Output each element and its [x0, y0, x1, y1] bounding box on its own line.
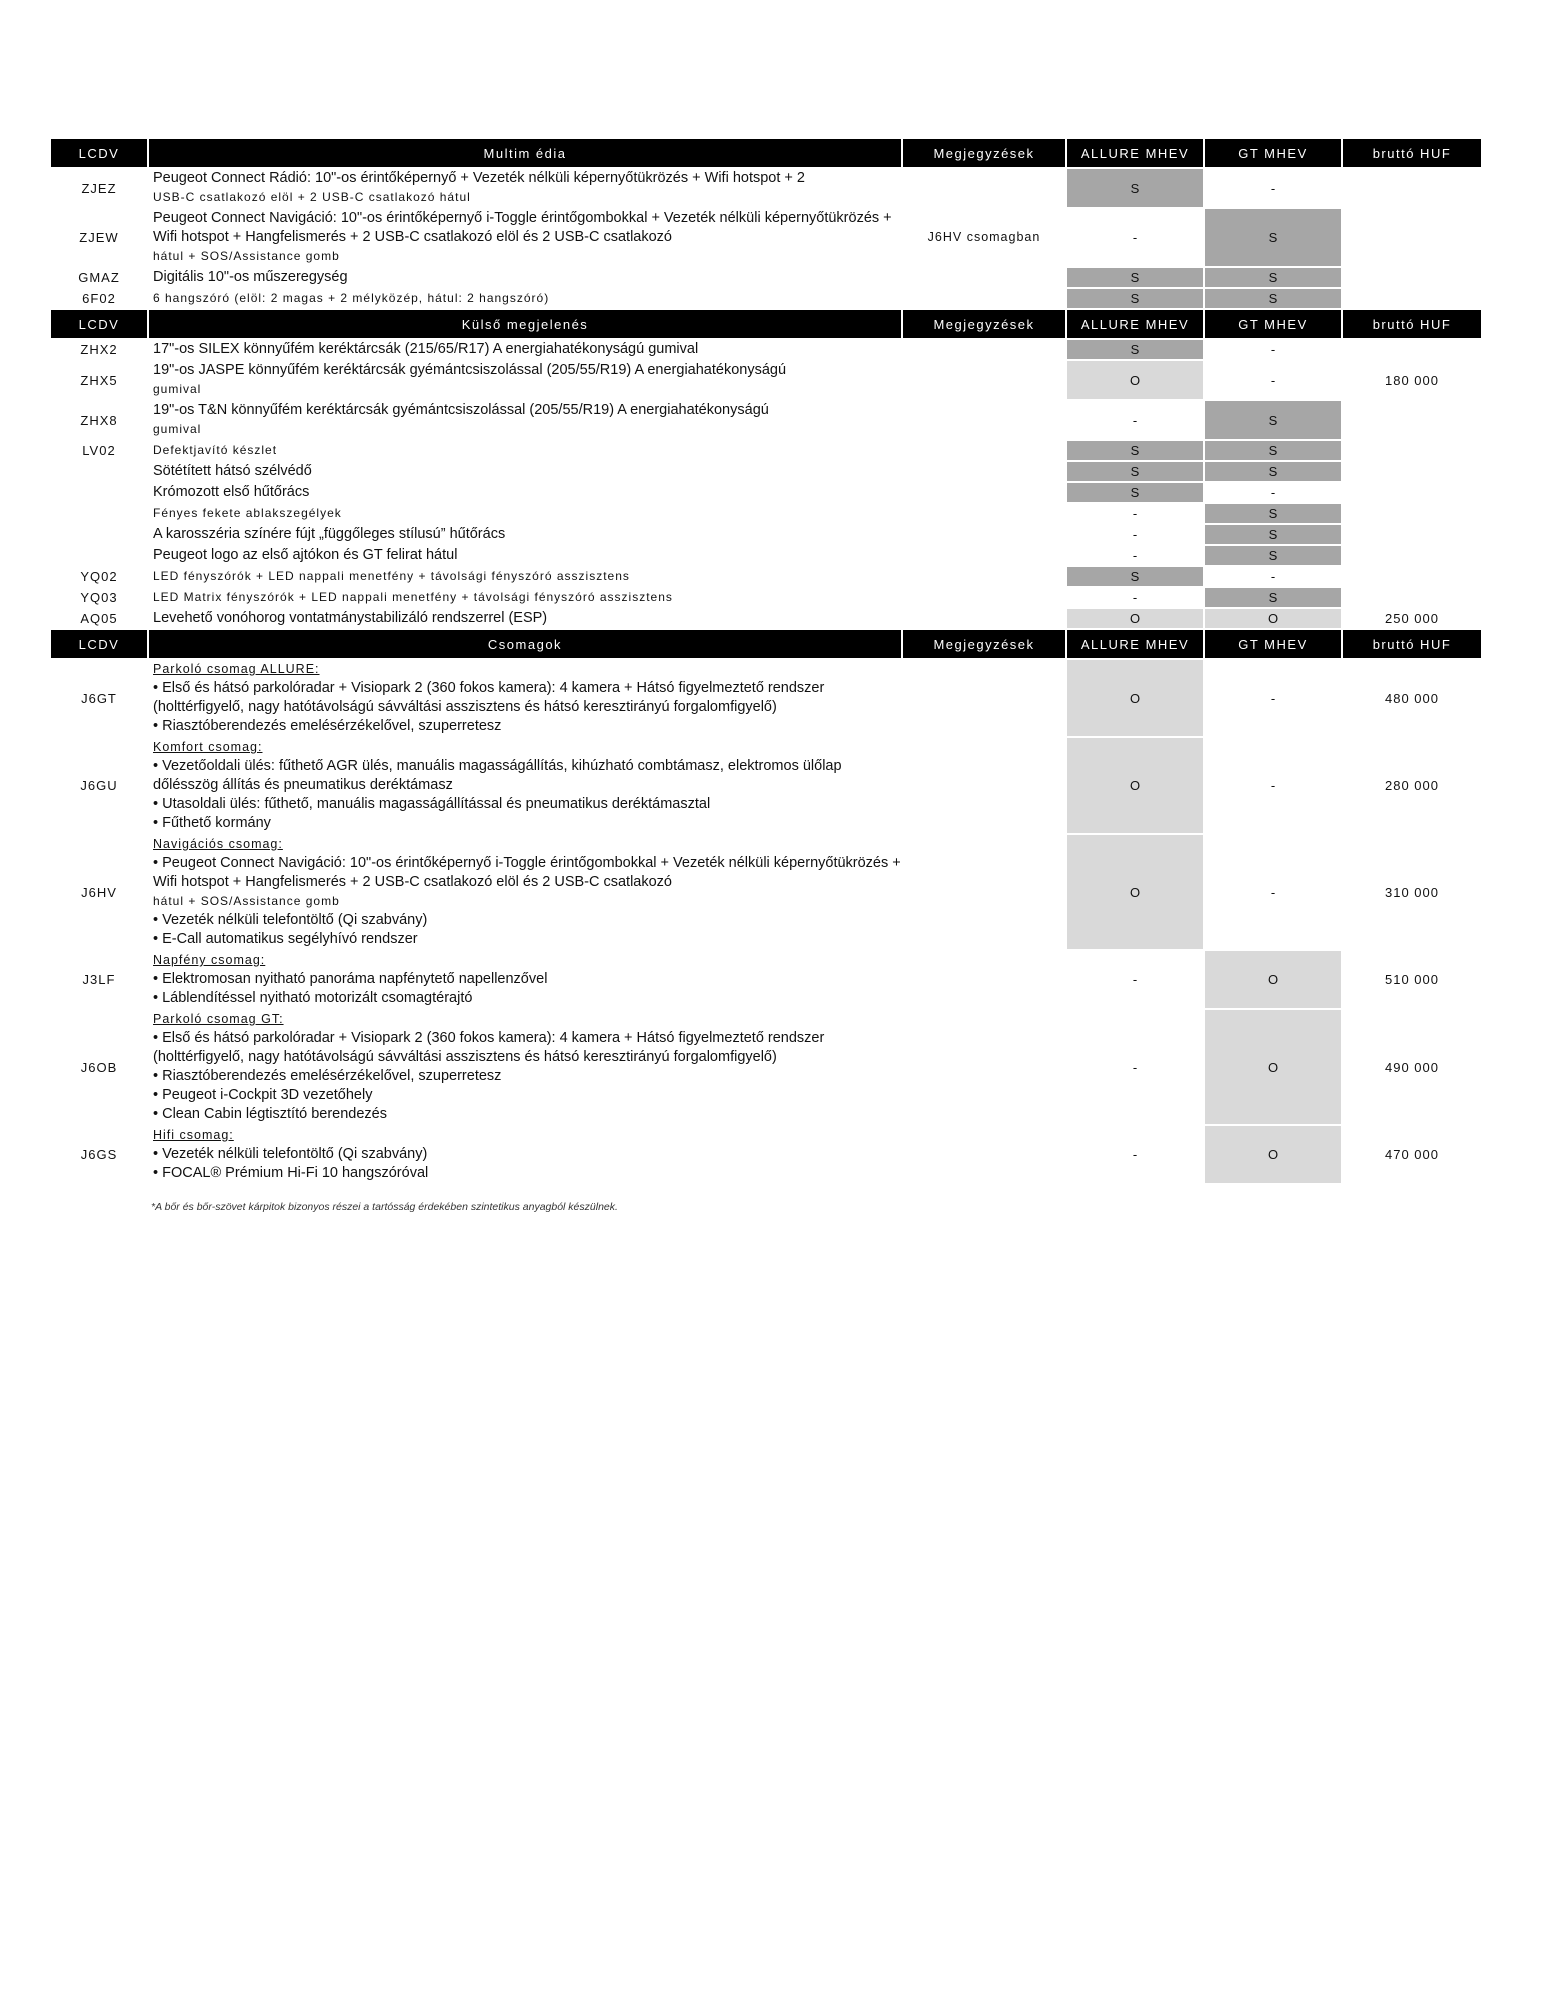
package-item: • Elektromosan nyitható panoráma napfénytető napellenzővel	[153, 971, 548, 987]
gt-availability: O	[1205, 609, 1341, 628]
option-code	[51, 462, 147, 481]
package-code: J6GT	[81, 690, 117, 706]
description-text: 19"-os JASPE könnyűfém keréktárcsák gyémántcsiszolással (205/55/R19) A energiahatékonyságú	[153, 362, 787, 378]
header-code: LCDV	[51, 310, 147, 338]
header-allure: ALLURE MHEV	[1067, 630, 1203, 658]
allure-availability: -	[1132, 527, 1138, 542]
gt-availability: S	[1205, 401, 1341, 439]
package-row	[51, 1010, 1481, 1124]
header-price: bruttó HUF	[1343, 630, 1481, 658]
table-row	[51, 209, 1481, 266]
allure-availability: S	[1067, 567, 1203, 586]
option-price	[1343, 169, 1481, 207]
option-price	[1343, 289, 1481, 308]
package-item: • Riasztóberendezés emelésérzékelővel, szuperretesz	[153, 1068, 502, 1084]
option-note	[903, 401, 1065, 439]
footnote: *A bőr és bőr-szövet kárpitok bizonyos részei a tartósság érdekében szintetikus anyagból készülnek.	[151, 1201, 618, 1213]
package-code: J6GS	[80, 1147, 118, 1162]
option-note	[903, 441, 1065, 460]
allure-availability: -	[1132, 548, 1138, 563]
package-code: J6GU	[80, 778, 118, 793]
package-row	[51, 660, 1481, 736]
option-description	[149, 268, 901, 287]
package-title: Navigációs csomag:	[153, 837, 283, 851]
option-description	[149, 340, 901, 359]
option-price	[1343, 441, 1481, 460]
option-price: 250 000	[1385, 611, 1439, 626]
package-price: 490 000	[1385, 1059, 1439, 1075]
table-row	[51, 268, 1481, 287]
header-price: bruttó HUF	[1343, 139, 1481, 167]
package-item: • Első és hátsó parkolóradar + Visiopark 2 (360 fokos kamera): 4 kamera + Hátsó figyelmeztető rendszer (holttérfigyelő, nagy hatótávolságú sávváltási asszisztens és hátsó keresztirányú forgalomfigyelő)	[153, 1030, 825, 1065]
option-code	[51, 483, 147, 502]
allure-availability: S	[1067, 340, 1203, 359]
exterior-section	[51, 310, 1481, 628]
option-price	[1343, 401, 1481, 439]
package-item: • Vezeték nélküli telefontöltő (Qi szabvány)	[153, 1146, 428, 1162]
allure-availability: -	[1132, 412, 1138, 428]
package-title: Parkoló csomag ALLURE:	[153, 662, 320, 676]
allure-availability: -	[1132, 1147, 1138, 1162]
table-row	[51, 525, 1481, 544]
package-item: • Vezeték nélküli telefontöltő (Qi szabvány)	[153, 912, 428, 928]
package-title: Komfort csomag:	[153, 740, 263, 754]
option-description	[149, 209, 901, 266]
option-code: AQ05	[80, 611, 118, 626]
header-code: LCDV	[51, 630, 147, 658]
option-price	[1343, 525, 1481, 544]
package-item: • FOCAL® Prémium Hi-Fi 10 hangszóróval	[153, 1165, 429, 1181]
gt-availability: S	[1205, 504, 1341, 523]
table-row	[51, 441, 1481, 460]
table-row	[51, 289, 1481, 308]
package-price: 480 000	[1385, 690, 1439, 706]
option-description	[149, 289, 901, 308]
option-code: ZHX8	[80, 412, 118, 428]
option-description	[149, 525, 901, 544]
header-allure: ALLURE MHEV	[1067, 310, 1203, 338]
package-row	[51, 835, 1481, 949]
equipment-table	[49, 137, 1483, 1185]
package-row	[51, 951, 1481, 1008]
description-small-text: Fényes fekete ablakszegélyek	[153, 506, 342, 520]
option-description	[149, 361, 901, 399]
package-item: • Fűthető kormány	[153, 815, 271, 831]
option-price	[1343, 209, 1481, 266]
section-header-row	[51, 310, 1481, 338]
table-row	[51, 401, 1481, 439]
package-price: 470 000	[1385, 1147, 1439, 1162]
option-price	[1343, 588, 1481, 607]
header-title: Külső megjelenés	[149, 310, 901, 338]
option-code	[51, 525, 147, 544]
option-description	[149, 609, 901, 628]
package-note	[903, 1126, 1065, 1183]
package-note	[903, 738, 1065, 833]
package-item: • Láblendítéssel nyitható motorizált csomagtérajtó	[153, 990, 473, 1006]
package-description	[149, 660, 901, 736]
description-small-text: USB-C csatlakozó elöl + 2 USB-C csatlakozó hátul	[153, 190, 471, 204]
description-small-text: gumival	[153, 422, 202, 436]
option-note	[903, 483, 1065, 502]
description-text: Krómozott első hűtőrács	[153, 484, 310, 500]
header-gt: GT MHEV	[1205, 630, 1341, 658]
option-code: ZJEZ	[81, 180, 117, 196]
option-code: ZJEW	[79, 230, 119, 245]
option-code	[51, 546, 147, 565]
package-item: • Vezetőoldali ülés: fűthető AGR ülés, manuális magasságállítás, kihúzható combtámasz, elektromos ülőlap dőlésszög állítás és pneumatikus deréktámasz	[153, 758, 842, 793]
option-description	[149, 441, 901, 460]
option-note	[903, 609, 1065, 628]
option-note	[903, 525, 1065, 544]
option-price	[1343, 567, 1481, 586]
option-description	[149, 504, 901, 523]
gt-availability: -	[1270, 485, 1276, 500]
option-note	[903, 462, 1065, 481]
description-small-text: hátul + SOS/Assistance gomb	[153, 249, 340, 263]
option-note	[903, 289, 1065, 308]
description-text: Digitális 10"-os műszeregység	[153, 269, 348, 285]
description-small-text: Defektjavító készlet	[153, 443, 278, 457]
gt-availability: -	[1270, 690, 1276, 706]
option-description	[149, 546, 901, 565]
gt-availability: -	[1270, 884, 1276, 900]
allure-availability: O	[1067, 609, 1203, 628]
gt-availability: S	[1205, 525, 1341, 544]
package-item: • Peugeot Connect Navigáció: 10"-os érintőképernyő i-Toggle érintőgombokkal + Vezeték nélküli képernyőtükrözés + Wifi hotspot + Hangfelismerés + 2 USB-C csatlakozó elöl és 2 USB-C csatlakozó	[153, 855, 901, 890]
option-description	[149, 169, 901, 207]
package-note	[903, 951, 1065, 1008]
description-small-text: LED Matrix fényszórók + LED nappali menetfény + távolsági fényszóró asszisztens	[153, 590, 673, 604]
allure-availability: -	[1132, 1059, 1138, 1075]
package-price: 310 000	[1385, 884, 1439, 900]
package-price: 510 000	[1385, 972, 1439, 987]
description-text: Peugeot Connect Navigáció: 10"-os érintőképernyő i-Toggle érintőgombokkal + Vezeték nélküli képernyőtükrözés + Wifi hotspot + Hangfelismerés + 2 USB-C csatlakozó elöl és 2 USB-C csatlakozó	[153, 210, 892, 245]
gt-availability: -	[1270, 342, 1276, 357]
package-description	[149, 951, 901, 1008]
option-note	[903, 268, 1065, 287]
option-note	[903, 546, 1065, 565]
option-note	[903, 588, 1065, 607]
option-price	[1343, 340, 1481, 359]
gt-availability: S	[1205, 289, 1341, 308]
option-description	[149, 483, 901, 502]
package-code: J6OB	[80, 1059, 118, 1075]
table-row	[51, 588, 1481, 607]
header-note: Megjegyzések	[903, 630, 1065, 658]
option-code: ZHX5	[80, 372, 118, 388]
allure-availability: S	[1067, 169, 1203, 207]
allure-availability: -	[1132, 972, 1138, 987]
package-title: Napfény csomag:	[153, 953, 266, 967]
package-code: J6HV	[81, 884, 117, 900]
option-description	[149, 567, 901, 586]
allure-availability: -	[1132, 590, 1138, 605]
header-code: LCDV	[51, 139, 147, 167]
package-item: • Utasoldali ülés: fűthető, manuális magasságállítással és pneumatikus deréktámasztal	[153, 796, 711, 812]
allure-availability: S	[1067, 289, 1203, 308]
package-description	[149, 738, 901, 833]
header-allure: ALLURE MHEV	[1067, 139, 1203, 167]
option-note	[903, 567, 1065, 586]
table-row	[51, 504, 1481, 523]
option-description	[149, 588, 901, 607]
option-code: 6F02	[82, 291, 116, 306]
description-text: Sötétített hátsó szélvédő	[153, 463, 312, 479]
option-price: 180 000	[1385, 372, 1439, 388]
section-header-row	[51, 630, 1481, 658]
package-item-small: hátul + SOS/Assistance gomb	[153, 894, 340, 908]
gt-availability: S	[1205, 588, 1341, 607]
allure-availability: S	[1067, 483, 1203, 502]
package-title: Parkoló csomag GT:	[153, 1012, 284, 1026]
package-description	[149, 1126, 901, 1183]
package-description	[149, 1010, 901, 1124]
price-list-document	[51, 137, 1481, 1213]
option-price	[1343, 268, 1481, 287]
gt-availability: -	[1270, 372, 1276, 388]
package-row	[51, 738, 1481, 833]
table-row	[51, 169, 1481, 207]
allure-availability: O	[1067, 660, 1203, 736]
description-small-text: 6 hangszóró (elöl: 2 magas + 2 mélyközép, hátul: 2 hangszóró)	[153, 291, 550, 305]
header-gt: GT MHEV	[1205, 310, 1341, 338]
option-note	[903, 361, 1065, 399]
description-text: 17"-os SILEX könnyűfém keréktárcsák (215/65/R17) A energiahatékonyságú gumival	[153, 341, 699, 357]
allure-availability: S	[1067, 268, 1203, 287]
header-title: Multim édia	[149, 139, 901, 167]
option-code	[51, 504, 147, 523]
description-small-text: gumival	[153, 382, 202, 396]
table-row	[51, 567, 1481, 586]
allure-availability: S	[1067, 441, 1203, 460]
option-code: LV02	[82, 443, 116, 458]
gt-availability: S	[1205, 462, 1341, 481]
option-price	[1343, 483, 1481, 502]
section-header-row	[51, 139, 1481, 167]
package-note	[903, 660, 1065, 736]
table-row	[51, 483, 1481, 502]
package-item: • Riasztóberendezés emelésérzékelővel, szuperretesz	[153, 718, 502, 734]
header-note: Megjegyzések	[903, 139, 1065, 167]
description-text: Levehető vonóhorog vontatmánystabilizáló rendszerrel (ESP)	[153, 610, 548, 626]
gt-availability: -	[1270, 778, 1276, 793]
package-item: • Első és hátsó parkolóradar + Visiopark 2 (360 fokos kamera): 4 kamera + Hátsó figyelmeztető rendszer (holttérfigyelő, nagy hatótávolságú sávváltási asszisztens és hátsó keresztirányú forgalomfigyelő)	[153, 680, 825, 715]
package-code: J3LF	[82, 972, 116, 987]
allure-availability: -	[1132, 230, 1138, 245]
table-row	[51, 609, 1481, 628]
header-title: Csomagok	[149, 630, 901, 658]
packages-section	[51, 630, 1481, 1183]
header-note: Megjegyzések	[903, 310, 1065, 338]
option-price	[1343, 504, 1481, 523]
table-row	[51, 361, 1481, 399]
gt-availability: S	[1205, 546, 1341, 565]
allure-availability: O	[1067, 835, 1203, 949]
allure-availability: -	[1132, 506, 1138, 521]
header-gt: GT MHEV	[1205, 139, 1341, 167]
option-note: J6HV csomagban	[927, 230, 1041, 244]
option-code: YQ03	[80, 590, 118, 605]
option-description	[149, 462, 901, 481]
option-code: ZHX2	[80, 342, 118, 357]
option-note	[903, 169, 1065, 207]
table-row	[51, 462, 1481, 481]
gt-availability: O	[1205, 951, 1341, 1008]
gt-availability: O	[1205, 1010, 1341, 1124]
option-price	[1343, 462, 1481, 481]
gt-availability: -	[1270, 180, 1276, 196]
option-price	[1343, 546, 1481, 565]
gt-availability: -	[1270, 569, 1276, 584]
description-small-text: LED fényszórók + LED nappali menetfény + távolsági fényszóró asszisztens	[153, 569, 630, 583]
gt-availability: S	[1205, 441, 1341, 460]
package-item: • Peugeot i-Cockpit 3D vezetőhely	[153, 1087, 373, 1103]
option-description	[149, 401, 901, 439]
description-text: Peugeot Connect Rádió: 10"-os érintőképernyő + Vezeték nélküli képernyőtükrözés + Wifi hotspot + 2	[153, 170, 805, 186]
package-title: Hifi csomag:	[153, 1128, 234, 1142]
package-description	[149, 835, 901, 949]
allure-availability: O	[1067, 361, 1203, 399]
gt-availability: O	[1205, 1126, 1341, 1183]
description-text: A karosszéria színére fújt „függőleges stílusú” hűtőrács	[153, 526, 506, 542]
package-note	[903, 835, 1065, 949]
package-note	[903, 1010, 1065, 1124]
gt-availability: S	[1205, 268, 1341, 287]
option-code: YQ02	[80, 569, 118, 584]
table-row	[51, 340, 1481, 359]
allure-availability: O	[1067, 738, 1203, 833]
gt-availability: S	[1205, 209, 1341, 266]
description-text: 19"-os T&N könnyűfém keréktárcsák gyémántcsiszolással (205/55/R19) A energiahatékonyságú	[153, 402, 769, 418]
package-price: 280 000	[1385, 778, 1439, 793]
package-row	[51, 1126, 1481, 1183]
option-code: GMAZ	[78, 270, 120, 285]
package-item: • E-Call automatikus segélyhívó rendszer	[153, 931, 418, 947]
package-item: • Clean Cabin légtisztító berendezés	[153, 1106, 387, 1122]
table-row	[51, 546, 1481, 565]
header-price: bruttó HUF	[1343, 310, 1481, 338]
option-note	[903, 504, 1065, 523]
multimedia-section	[51, 139, 1481, 308]
description-text: Peugeot logo az első ajtókon és GT felirat hátul	[153, 547, 458, 563]
option-note	[903, 340, 1065, 359]
allure-availability: S	[1067, 462, 1203, 481]
